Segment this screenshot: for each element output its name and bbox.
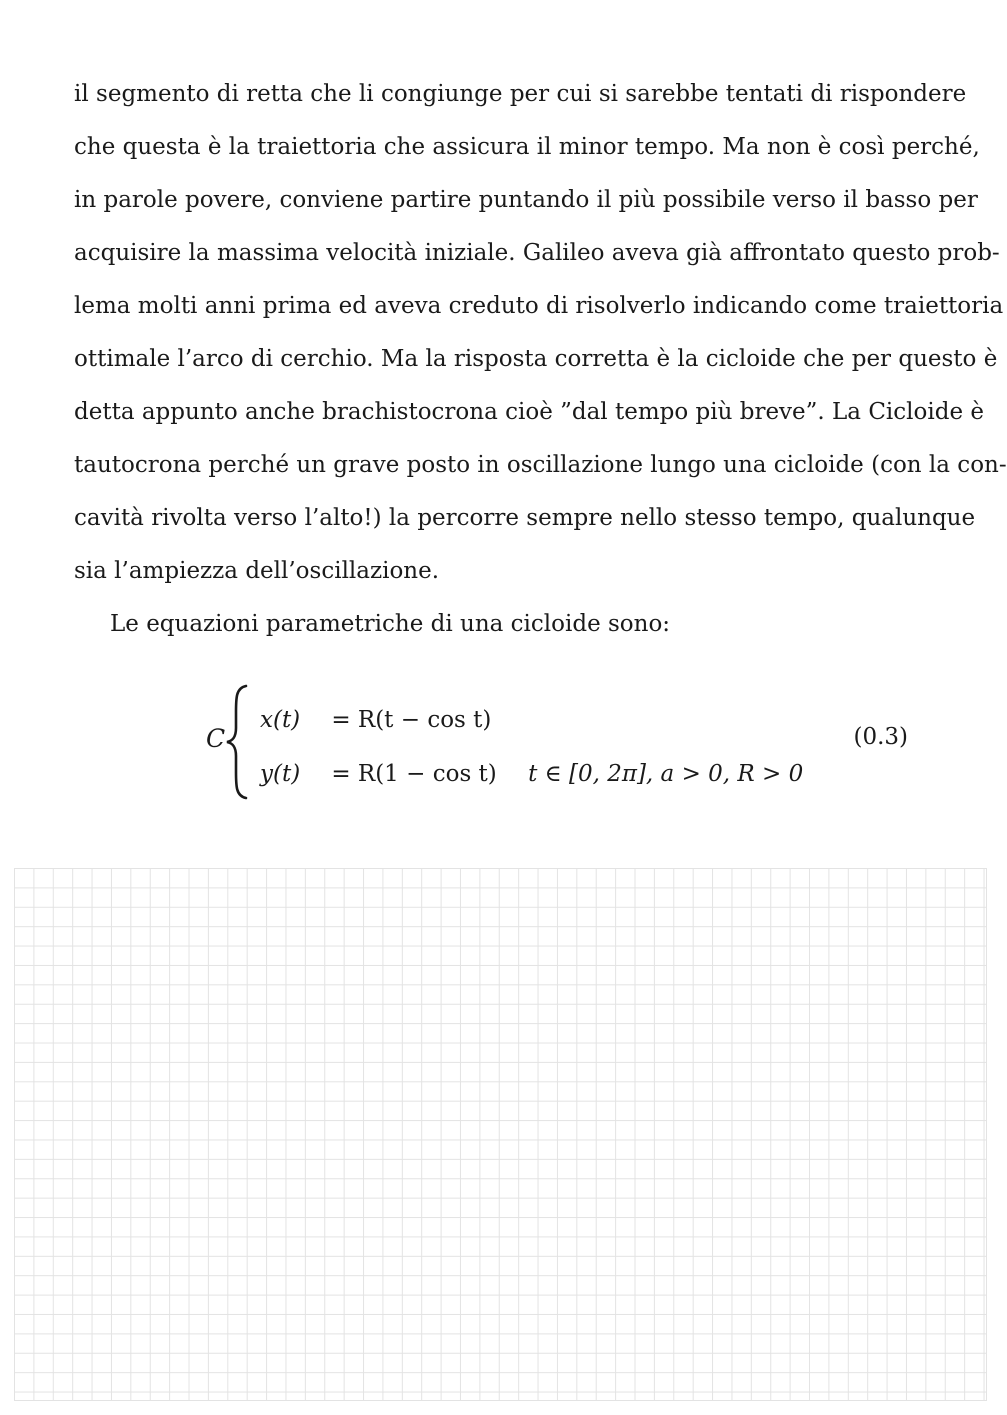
text-line-1: il segmento di retta che li congiunge per cui si sarebbe tentati di rispondere bbox=[74, 81, 967, 107]
equation-number: (0.3) bbox=[853, 724, 908, 750]
equation-lhs-y: y(t) bbox=[260, 761, 301, 787]
text-line-5: lema molti anni prima ed aveva creduto di risolverlo indicando come traiettoria bbox=[74, 293, 1004, 319]
text-line-2: che questa è la traiettoria che assicura il minor tempo. Ma non è così perché, bbox=[74, 134, 980, 160]
text-line-9: cavità rivolta verso l’alto!) la percorre sempre nello stesso tempo, qualunque bbox=[74, 505, 976, 531]
text-line-6: ottimale l’arco di cerchio. Ma la risposta corretta è la cicloide che per questo è bbox=[74, 346, 998, 372]
equation-condition: t ∈ [0, 2π], a > 0, R > 0 bbox=[528, 761, 804, 787]
text-line-4: acquisire la massima velocità iniziale. Galileo aveva già affrontato questo prob- bbox=[74, 240, 1000, 266]
equations-intro: Le equazioni parametriche di una cicloide sono: bbox=[110, 611, 671, 637]
text-line-8: tautocrona perché un grave posto in oscillazione lungo una cicloide (con la con- bbox=[74, 452, 1007, 478]
equation-rhs-y: = R(1 − cos t) bbox=[331, 761, 497, 787]
equation-row-x bbox=[260, 700, 491, 740]
equation-row-y bbox=[260, 754, 803, 794]
parametric-equation bbox=[74, 680, 908, 800]
equation-rhs-x: = R(t − cos t) bbox=[331, 707, 492, 733]
body-text bbox=[74, 68, 1007, 651]
text-line-7: detta appunto anche brachistocrona cioè ”dal tempo più breve”. La Cicloide è bbox=[74, 399, 984, 425]
graph-paper-grid bbox=[14, 868, 987, 1401]
left-brace-icon bbox=[224, 684, 252, 800]
text-line-3: in parole povere, conviene partire puntando il più possibile verso il basso per bbox=[74, 187, 978, 213]
curve-symbol: C bbox=[206, 724, 226, 753]
text-line-10: sia l’ampiezza dell’oscillazione. bbox=[74, 558, 440, 584]
equation-lhs-x: x(t) bbox=[260, 707, 301, 733]
